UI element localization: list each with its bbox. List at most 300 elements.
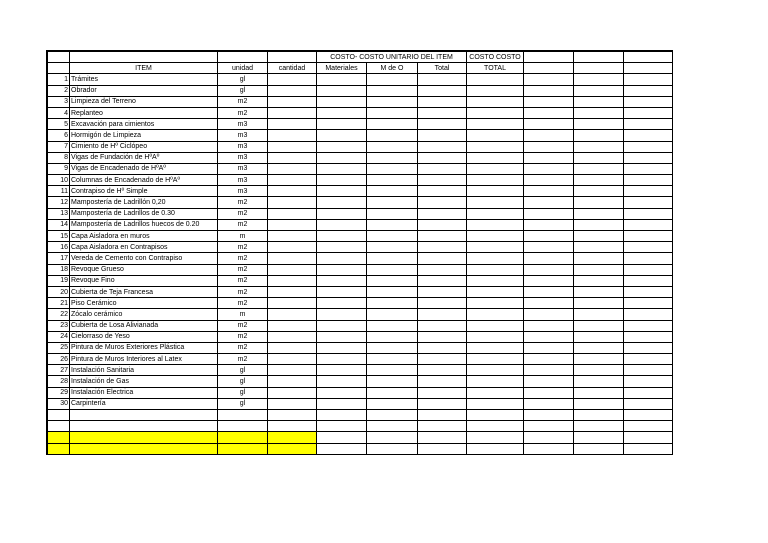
cell[interactable] bbox=[317, 286, 367, 297]
cell[interactable] bbox=[418, 253, 467, 264]
cell[interactable] bbox=[624, 443, 673, 454]
cell[interactable] bbox=[467, 141, 524, 152]
cell[interactable] bbox=[367, 286, 418, 297]
highlighted-cell[interactable] bbox=[268, 454, 317, 455]
cell[interactable] bbox=[574, 231, 624, 242]
cell[interactable] bbox=[418, 130, 467, 141]
cell[interactable] bbox=[574, 309, 624, 320]
cell[interactable] bbox=[624, 186, 673, 197]
item-name[interactable]: Instalación Electrica bbox=[70, 387, 218, 398]
cell[interactable] bbox=[574, 130, 624, 141]
cell[interactable] bbox=[418, 219, 467, 230]
highlighted-cell[interactable] bbox=[268, 443, 317, 454]
cell[interactable] bbox=[317, 242, 367, 253]
item-name[interactable]: Limpieza del Terreno bbox=[70, 96, 218, 107]
cell[interactable] bbox=[70, 421, 218, 432]
cell[interactable] bbox=[574, 242, 624, 253]
cell[interactable] bbox=[524, 152, 574, 163]
row-number[interactable]: 5 bbox=[48, 119, 70, 130]
highlighted-cell[interactable] bbox=[268, 432, 317, 443]
cell[interactable] bbox=[624, 264, 673, 275]
cell[interactable] bbox=[624, 208, 673, 219]
cell[interactable] bbox=[524, 443, 574, 454]
cell[interactable] bbox=[574, 208, 624, 219]
cell[interactable] bbox=[524, 63, 574, 74]
cell[interactable] bbox=[624, 309, 673, 320]
item-unit[interactable]: m3 bbox=[218, 141, 268, 152]
cell[interactable] bbox=[624, 376, 673, 387]
cell[interactable] bbox=[467, 275, 524, 286]
cell[interactable] bbox=[317, 331, 367, 342]
cell[interactable] bbox=[624, 331, 673, 342]
header-costo-unitario[interactable]: COSTO- COSTO UNITARIO DEL ITEM bbox=[317, 52, 467, 63]
cell[interactable] bbox=[624, 197, 673, 208]
cell[interactable] bbox=[317, 387, 367, 398]
cell[interactable] bbox=[418, 376, 467, 387]
row-number[interactable]: 22 bbox=[48, 309, 70, 320]
cell[interactable] bbox=[574, 74, 624, 85]
cell[interactable] bbox=[524, 219, 574, 230]
item-name[interactable]: Vigas de Encadenado de HºAº bbox=[70, 163, 218, 174]
cell[interactable] bbox=[624, 320, 673, 331]
cell[interactable] bbox=[367, 298, 418, 309]
cell[interactable] bbox=[268, 242, 317, 253]
cell[interactable] bbox=[624, 141, 673, 152]
cell[interactable] bbox=[467, 443, 524, 454]
cell[interactable] bbox=[70, 52, 218, 63]
cell[interactable] bbox=[48, 63, 70, 74]
cell[interactable] bbox=[317, 231, 367, 242]
cell[interactable] bbox=[624, 52, 673, 63]
item-name[interactable]: Piso Cerámico bbox=[70, 298, 218, 309]
cell[interactable] bbox=[524, 74, 574, 85]
cell[interactable] bbox=[467, 242, 524, 253]
cell[interactable] bbox=[418, 331, 467, 342]
cell[interactable] bbox=[268, 74, 317, 85]
row-number[interactable]: 19 bbox=[48, 275, 70, 286]
row-number[interactable]: 8 bbox=[48, 152, 70, 163]
cell[interactable] bbox=[317, 398, 367, 409]
cell[interactable] bbox=[70, 410, 218, 421]
row-number[interactable]: 2 bbox=[48, 85, 70, 96]
item-unit[interactable]: m bbox=[218, 309, 268, 320]
cell[interactable] bbox=[524, 298, 574, 309]
item-name[interactable]: Mampostería de Ladrillos de 0.30 bbox=[70, 208, 218, 219]
item-unit[interactable]: m2 bbox=[218, 107, 268, 118]
cell[interactable] bbox=[574, 331, 624, 342]
item-name[interactable]: Obrador bbox=[70, 85, 218, 96]
row-number[interactable]: 12 bbox=[48, 197, 70, 208]
cell[interactable] bbox=[418, 320, 467, 331]
cell[interactable] bbox=[317, 197, 367, 208]
item-unit[interactable]: m bbox=[218, 231, 268, 242]
cell[interactable] bbox=[317, 85, 367, 96]
cell[interactable] bbox=[418, 421, 467, 432]
cell[interactable] bbox=[624, 354, 673, 365]
cell[interactable] bbox=[467, 298, 524, 309]
cell[interactable] bbox=[574, 398, 624, 409]
cell[interactable] bbox=[268, 275, 317, 286]
cell[interactable] bbox=[418, 96, 467, 107]
cell[interactable] bbox=[367, 253, 418, 264]
cell[interactable] bbox=[574, 253, 624, 264]
highlighted-cell[interactable] bbox=[70, 432, 218, 443]
cell[interactable] bbox=[524, 365, 574, 376]
item-unit[interactable]: gl bbox=[218, 74, 268, 85]
cell[interactable] bbox=[48, 421, 70, 432]
cell[interactable] bbox=[524, 354, 574, 365]
cell[interactable] bbox=[574, 107, 624, 118]
row-number[interactable]: 25 bbox=[48, 342, 70, 353]
cell[interactable] bbox=[367, 443, 418, 454]
cell[interactable] bbox=[574, 141, 624, 152]
cell[interactable] bbox=[524, 398, 574, 409]
cell[interactable] bbox=[317, 264, 367, 275]
cell[interactable] bbox=[317, 342, 367, 353]
row-number[interactable]: 11 bbox=[48, 186, 70, 197]
cell[interactable] bbox=[317, 141, 367, 152]
cell[interactable] bbox=[268, 107, 317, 118]
item-unit[interactable]: m3 bbox=[218, 163, 268, 174]
cell[interactable] bbox=[467, 219, 524, 230]
item-unit[interactable]: m2 bbox=[218, 253, 268, 264]
cell[interactable] bbox=[367, 186, 418, 197]
cell[interactable] bbox=[418, 454, 467, 455]
cell[interactable] bbox=[624, 85, 673, 96]
cell[interactable] bbox=[367, 130, 418, 141]
cell[interactable] bbox=[367, 432, 418, 443]
item-unit[interactable]: m2 bbox=[218, 298, 268, 309]
item-name[interactable]: Capa Aisladora en Contrapisos bbox=[70, 242, 218, 253]
cell[interactable] bbox=[317, 275, 367, 286]
cell[interactable] bbox=[317, 208, 367, 219]
highlighted-cell[interactable] bbox=[48, 454, 70, 455]
row-number[interactable]: 27 bbox=[48, 365, 70, 376]
cell[interactable] bbox=[317, 107, 367, 118]
cell[interactable] bbox=[268, 197, 317, 208]
cell[interactable] bbox=[317, 443, 367, 454]
item-name[interactable]: Revoque Grueso bbox=[70, 264, 218, 275]
cell[interactable] bbox=[367, 208, 418, 219]
item-unit[interactable]: gl bbox=[218, 387, 268, 398]
header-total[interactable]: Total bbox=[418, 63, 467, 74]
cell[interactable] bbox=[524, 410, 574, 421]
cell[interactable] bbox=[317, 186, 367, 197]
cell[interactable] bbox=[367, 275, 418, 286]
header-mde-o[interactable]: M de O bbox=[367, 63, 418, 74]
cell[interactable] bbox=[317, 96, 367, 107]
cell[interactable] bbox=[367, 320, 418, 331]
cell[interactable] bbox=[418, 197, 467, 208]
cell[interactable] bbox=[574, 219, 624, 230]
cell[interactable] bbox=[467, 264, 524, 275]
cell[interactable] bbox=[524, 197, 574, 208]
row-number[interactable]: 20 bbox=[48, 286, 70, 297]
cell[interactable] bbox=[624, 163, 673, 174]
cell[interactable] bbox=[367, 365, 418, 376]
cell[interactable] bbox=[467, 130, 524, 141]
cell[interactable] bbox=[418, 74, 467, 85]
cell[interactable] bbox=[268, 152, 317, 163]
item-unit[interactable]: m2 bbox=[218, 342, 268, 353]
cell[interactable] bbox=[418, 275, 467, 286]
header-unidad[interactable]: unidad bbox=[218, 63, 268, 74]
highlighted-cell[interactable] bbox=[70, 454, 218, 455]
cell[interactable] bbox=[317, 376, 367, 387]
cell[interactable] bbox=[268, 320, 317, 331]
highlighted-cell[interactable] bbox=[218, 443, 268, 454]
cell[interactable] bbox=[418, 163, 467, 174]
cell[interactable] bbox=[524, 309, 574, 320]
cell[interactable] bbox=[268, 186, 317, 197]
cell[interactable] bbox=[317, 219, 367, 230]
cell[interactable] bbox=[367, 454, 418, 455]
row-number[interactable]: 30 bbox=[48, 398, 70, 409]
cell[interactable] bbox=[418, 342, 467, 353]
cell[interactable] bbox=[367, 197, 418, 208]
cell[interactable] bbox=[467, 74, 524, 85]
item-name[interactable]: Mampostería de Ladrillos huecos de 0.20 bbox=[70, 219, 218, 230]
cell[interactable] bbox=[268, 376, 317, 387]
cell[interactable] bbox=[574, 286, 624, 297]
cell[interactable] bbox=[624, 342, 673, 353]
cell[interactable] bbox=[467, 421, 524, 432]
cell[interactable] bbox=[524, 376, 574, 387]
item-name[interactable]: Columnas de Encadenado de HºAº bbox=[70, 175, 218, 186]
cell[interactable] bbox=[418, 354, 467, 365]
cell[interactable] bbox=[467, 253, 524, 264]
cell[interactable] bbox=[524, 264, 574, 275]
cell[interactable] bbox=[268, 286, 317, 297]
header-item[interactable]: ITEM bbox=[70, 63, 218, 74]
cell[interactable] bbox=[467, 342, 524, 353]
cell[interactable] bbox=[574, 96, 624, 107]
cell[interactable] bbox=[317, 74, 367, 85]
cell[interactable] bbox=[524, 163, 574, 174]
cell[interactable] bbox=[624, 454, 673, 455]
cell[interactable] bbox=[268, 264, 317, 275]
cell[interactable] bbox=[467, 286, 524, 297]
item-unit[interactable]: gl bbox=[218, 376, 268, 387]
cell[interactable] bbox=[624, 387, 673, 398]
cell[interactable] bbox=[268, 208, 317, 219]
item-unit[interactable]: m3 bbox=[218, 130, 268, 141]
header-costo-costo[interactable]: COSTO COSTO bbox=[467, 52, 524, 63]
item-unit[interactable]: m2 bbox=[218, 275, 268, 286]
cell[interactable] bbox=[367, 342, 418, 353]
cell[interactable] bbox=[418, 186, 467, 197]
cell[interactable] bbox=[317, 119, 367, 130]
cell[interactable] bbox=[574, 163, 624, 174]
cell[interactable] bbox=[268, 387, 317, 398]
cell[interactable] bbox=[467, 432, 524, 443]
cell[interactable] bbox=[624, 242, 673, 253]
cell[interactable] bbox=[367, 85, 418, 96]
cell[interactable] bbox=[467, 152, 524, 163]
cell[interactable] bbox=[524, 454, 574, 455]
cell[interactable] bbox=[467, 163, 524, 174]
cell[interactable] bbox=[418, 85, 467, 96]
cell[interactable] bbox=[624, 275, 673, 286]
cell[interactable] bbox=[418, 309, 467, 320]
cell[interactable] bbox=[574, 152, 624, 163]
cell[interactable] bbox=[624, 286, 673, 297]
item-name[interactable]: Zócalo cerámico bbox=[70, 309, 218, 320]
cell[interactable] bbox=[574, 275, 624, 286]
cell[interactable] bbox=[218, 410, 268, 421]
cell[interactable] bbox=[624, 298, 673, 309]
highlighted-cell[interactable] bbox=[48, 432, 70, 443]
cell[interactable] bbox=[574, 376, 624, 387]
item-name[interactable]: Cubierta de Losa Alivianada bbox=[70, 320, 218, 331]
cell[interactable] bbox=[367, 96, 418, 107]
cell[interactable] bbox=[367, 264, 418, 275]
cell[interactable] bbox=[317, 320, 367, 331]
cell[interactable] bbox=[574, 342, 624, 353]
cell[interactable] bbox=[268, 421, 317, 432]
cell[interactable] bbox=[367, 309, 418, 320]
highlighted-cell[interactable] bbox=[70, 443, 218, 454]
header-total-2[interactable]: TOTAL bbox=[467, 63, 524, 74]
cell[interactable] bbox=[367, 74, 418, 85]
cell[interactable] bbox=[574, 354, 624, 365]
item-name[interactable]: Excavación para cimientos bbox=[70, 119, 218, 130]
cell[interactable] bbox=[624, 231, 673, 242]
cell[interactable] bbox=[367, 119, 418, 130]
item-name[interactable]: Instalación de Gas bbox=[70, 376, 218, 387]
cell[interactable] bbox=[418, 398, 467, 409]
cell[interactable] bbox=[467, 309, 524, 320]
cell[interactable] bbox=[268, 141, 317, 152]
cell[interactable] bbox=[467, 354, 524, 365]
cell[interactable] bbox=[367, 141, 418, 152]
row-number[interactable]: 4 bbox=[48, 107, 70, 118]
item-unit[interactable]: m2 bbox=[218, 208, 268, 219]
item-name[interactable]: Hormigón de Limpieza bbox=[70, 130, 218, 141]
cell[interactable] bbox=[317, 163, 367, 174]
item-name[interactable]: Vigas de Fundación de HºAº bbox=[70, 152, 218, 163]
cell[interactable] bbox=[367, 331, 418, 342]
row-number[interactable]: 26 bbox=[48, 354, 70, 365]
cell[interactable] bbox=[268, 52, 317, 63]
item-unit[interactable]: m2 bbox=[218, 242, 268, 253]
cell[interactable] bbox=[624, 107, 673, 118]
cell[interactable] bbox=[574, 197, 624, 208]
row-number[interactable]: 16 bbox=[48, 242, 70, 253]
item-name[interactable]: Cimiento de Hº Ciclópeo bbox=[70, 141, 218, 152]
highlighted-cell[interactable] bbox=[48, 443, 70, 454]
cell[interactable] bbox=[524, 175, 574, 186]
item-name[interactable]: Pintura de Muros Exteriores Plástica bbox=[70, 342, 218, 353]
row-number[interactable]: 10 bbox=[48, 175, 70, 186]
cell[interactable] bbox=[574, 421, 624, 432]
row-number[interactable]: 3 bbox=[48, 96, 70, 107]
cell[interactable] bbox=[467, 331, 524, 342]
cell[interactable] bbox=[48, 410, 70, 421]
cell[interactable] bbox=[367, 231, 418, 242]
cell[interactable] bbox=[574, 387, 624, 398]
cell[interactable] bbox=[624, 63, 673, 74]
cell[interactable] bbox=[418, 365, 467, 376]
cell[interactable] bbox=[574, 410, 624, 421]
cell[interactable] bbox=[268, 119, 317, 130]
cell[interactable] bbox=[317, 130, 367, 141]
cell[interactable] bbox=[268, 298, 317, 309]
row-number[interactable]: 13 bbox=[48, 208, 70, 219]
cell[interactable] bbox=[317, 354, 367, 365]
item-unit[interactable]: gl bbox=[218, 398, 268, 409]
item-name[interactable]: Mampostería de Ladrillón 0,20 bbox=[70, 197, 218, 208]
cell[interactable] bbox=[574, 63, 624, 74]
cell[interactable] bbox=[524, 186, 574, 197]
cell[interactable] bbox=[574, 298, 624, 309]
cell[interactable] bbox=[317, 152, 367, 163]
cell[interactable] bbox=[624, 152, 673, 163]
cell[interactable] bbox=[418, 298, 467, 309]
cell[interactable] bbox=[317, 175, 367, 186]
cell[interactable] bbox=[418, 141, 467, 152]
cell[interactable] bbox=[467, 197, 524, 208]
cell[interactable] bbox=[367, 107, 418, 118]
item-name[interactable]: Contrapiso de Hº Simple bbox=[70, 186, 218, 197]
row-number[interactable]: 18 bbox=[48, 264, 70, 275]
cell[interactable] bbox=[574, 186, 624, 197]
cell[interactable] bbox=[467, 96, 524, 107]
item-name[interactable]: Vereda de Cemento con Contrapiso bbox=[70, 253, 218, 264]
cell[interactable] bbox=[574, 320, 624, 331]
cell[interactable] bbox=[524, 242, 574, 253]
cell[interactable] bbox=[467, 175, 524, 186]
cell[interactable] bbox=[418, 208, 467, 219]
cell[interactable] bbox=[524, 342, 574, 353]
row-number[interactable]: 1 bbox=[48, 74, 70, 85]
cell[interactable] bbox=[418, 119, 467, 130]
cell[interactable] bbox=[367, 242, 418, 253]
highlighted-cell[interactable] bbox=[218, 454, 268, 455]
cell[interactable] bbox=[367, 421, 418, 432]
item-unit[interactable]: m2 bbox=[218, 354, 268, 365]
cell[interactable] bbox=[367, 175, 418, 186]
header-materiales[interactable]: Materiales bbox=[317, 63, 367, 74]
cell[interactable] bbox=[624, 398, 673, 409]
item-name[interactable]: Trámites bbox=[70, 74, 218, 85]
cell[interactable] bbox=[524, 432, 574, 443]
cell[interactable] bbox=[418, 175, 467, 186]
row-number[interactable]: 7 bbox=[48, 141, 70, 152]
cell[interactable] bbox=[317, 309, 367, 320]
item-name[interactable]: Instalación Sanitaria bbox=[70, 365, 218, 376]
cell[interactable] bbox=[624, 410, 673, 421]
cell[interactable] bbox=[524, 275, 574, 286]
item-name[interactable]: Replanteo bbox=[70, 107, 218, 118]
cell[interactable] bbox=[367, 410, 418, 421]
cell[interactable] bbox=[367, 354, 418, 365]
row-number[interactable]: 14 bbox=[48, 219, 70, 230]
cell[interactable] bbox=[467, 231, 524, 242]
cell[interactable] bbox=[218, 421, 268, 432]
item-name[interactable]: Cielorraso de Yeso bbox=[70, 331, 218, 342]
cell[interactable] bbox=[574, 432, 624, 443]
item-unit[interactable]: m3 bbox=[218, 152, 268, 163]
item-name[interactable]: Pintura de Muros Interiores al Latex bbox=[70, 354, 218, 365]
cell[interactable] bbox=[624, 74, 673, 85]
cell[interactable] bbox=[524, 119, 574, 130]
cell[interactable] bbox=[624, 219, 673, 230]
item-unit[interactable]: m3 bbox=[218, 186, 268, 197]
cell[interactable] bbox=[574, 119, 624, 130]
cell[interactable] bbox=[317, 421, 367, 432]
cell[interactable] bbox=[317, 253, 367, 264]
